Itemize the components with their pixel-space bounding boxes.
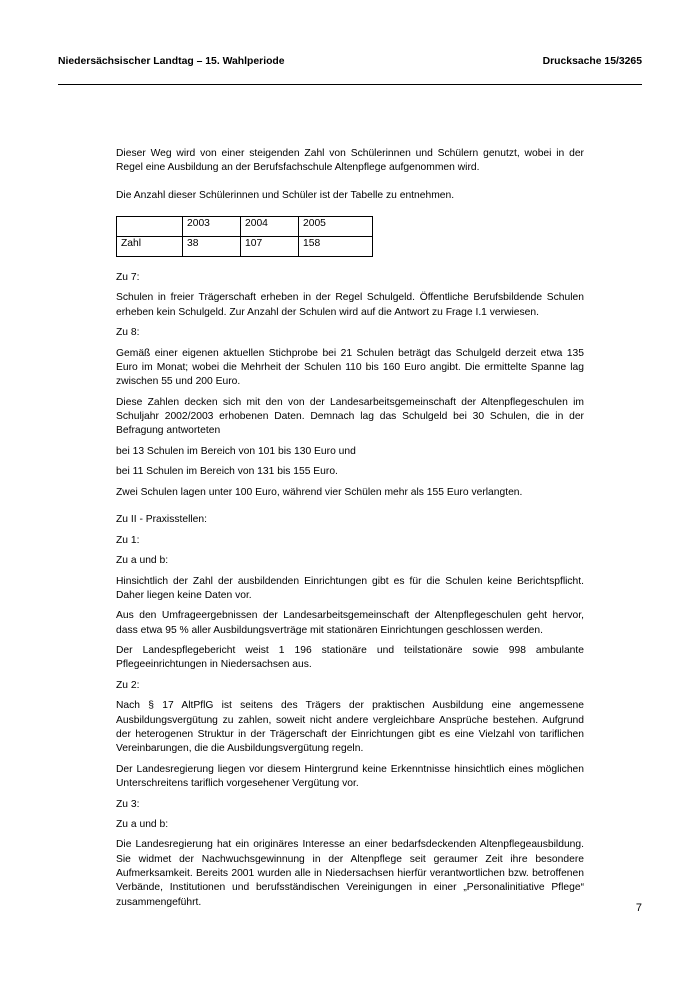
data-table <box>116 216 373 257</box>
paragraph: Der Landesregierung liegen vor diesem Hintergrund keine Erkenntnisse hinsichtlich eines möglichen Unterschreitens tariflich vorgesehener Vergütung vor. <box>116 763 584 790</box>
table-cell: Zahl <box>117 236 183 256</box>
paragraph: Zwei Schulen lagen unter 100 Euro, während vier Schülen mehr als 155 Euro verlangten. <box>116 486 523 498</box>
table-cell <box>117 216 183 236</box>
paragraph: Zu a und b: <box>116 818 169 830</box>
paragraph: Zu 2: <box>116 679 140 691</box>
table-cell: 107 <box>241 236 299 256</box>
paragraph: Hinsichtlich der Zahl der ausbildenden Einrichtungen gibt es für die Schulen keine Berichtspflicht. Daher liegen keine Daten vor. <box>116 575 584 601</box>
table-header-row <box>117 216 373 236</box>
table-cell: 2004 <box>241 216 299 236</box>
paragraph: Gemäß einer eigenen aktuellen Stichprobe bei 21 Schulen beträgt das Schulgeld derzeit etwa 135 Euro im Monat; wobei die Mehrheit der Schulen 110 bis 160 Euro angibt. Die ermittelte Spanne lag zwischen 55 und 200 Euro. <box>116 347 584 388</box>
header-left: Niedersächsischer Landtag – 15. Wahlperiode <box>58 56 285 67</box>
document-body <box>116 147 584 916</box>
paragraph: bei 13 Schulen im Bereich von 101 bis 130 Euro und <box>116 445 356 457</box>
table-row <box>117 236 373 256</box>
paragraph: Zu II - Praxisstellen: <box>116 514 207 526</box>
paragraph: Der Landespflegebericht weist 1 196 stationäre und teilstationäre sowie 998 ambulante Pflegeeinrichtungen in Niedersachsen aus. <box>116 645 584 671</box>
paragraph: Die Anzahl dieser Schülerinnen und Schüler ist der Tabelle zu entnehmen. <box>116 189 455 201</box>
table-cell: 158 <box>299 236 373 256</box>
header-rule <box>58 84 642 85</box>
paragraph: Aus den Umfrageergebnissen der Landesarbeitsgemeinschaft der Altenpflegeschulen geht hervor, dass etwa 95 % aller Ausbildungsverträge mit stationären Einrichtungen geschlossen werden. <box>116 610 584 636</box>
paragraph: Zu a und b: <box>116 555 169 567</box>
paragraph: Dieser Weg wird von einer steigenden Zahl von Schülerinnen und Schülern genutzt, wobei in der Regel eine Ausbildung an der Berufsfachschule Altenpflege aufgenommen wird. <box>116 148 584 174</box>
paragraph: Zu 7: <box>116 271 140 283</box>
table-cell: 2003 <box>183 216 241 236</box>
header-right: Drucksache 15/3265 <box>542 56 642 67</box>
table-cell: 38 <box>183 236 241 256</box>
paragraph: Schulen in freier Trägerschaft erheben in der Regel Schulgeld. Öffentliche Berufsbildende Schulen erheben kein Schulgeld. Zur Anzahl der Schulen wird auf die Antwort zu Frage I.1 verwiesen. <box>116 292 584 318</box>
paragraph: Diese Zahlen decken sich mit den von der Landesarbeitsgemeinschaft der Altenpflegeschulen im Schuljahr 2002/2003 erhobenen Daten. Demnach lag das Schulgeld bei 30 Schulen, die in der Befragung antworteten <box>116 396 584 437</box>
paragraph: Zu 8: <box>116 327 140 339</box>
page-header <box>58 56 642 67</box>
paragraph: Zu 1: <box>116 534 140 546</box>
paragraph: Die Landesregierung hat ein originäres Interesse an einer bedarfsdeckenden Altenpflegeausbildung. Sie widmet der Nachwuchsgewinnung in der Altenpflege seit geraumer Zeit ihre besondere Aufmerksamkeit. Bereits 2001 wurden alle in Niedersachsen hierfür verantwortlichen bzw. betroffenen Verbände, Institutionen und berufsständischen Vereinigungen in einer „Personalinitiative Pflege“ zusammengeführt. <box>116 839 584 908</box>
page-number: 7 <box>635 902 642 914</box>
table-cell: 2005 <box>299 216 373 236</box>
paragraph: bei 11 Schulen im Bereich von 131 bis 155 Euro. <box>116 466 338 478</box>
paragraph: Nach § 17 AltPflG ist seitens des Trägers der praktischen Ausbildung eine angemessene Ausbildungsvergütung zu zahlen, soweit nicht andere vergleichbare Ansprüche bestehen. Aufgrund der heterogenen Struktur in der Trägerschaft der Einrichtungen gibt es eine Vielzahl von tariflichen Vereinbarungen, die die Ausbildungsvergütung regeln. <box>116 700 584 755</box>
paragraph: Zu 3: <box>116 798 140 810</box>
